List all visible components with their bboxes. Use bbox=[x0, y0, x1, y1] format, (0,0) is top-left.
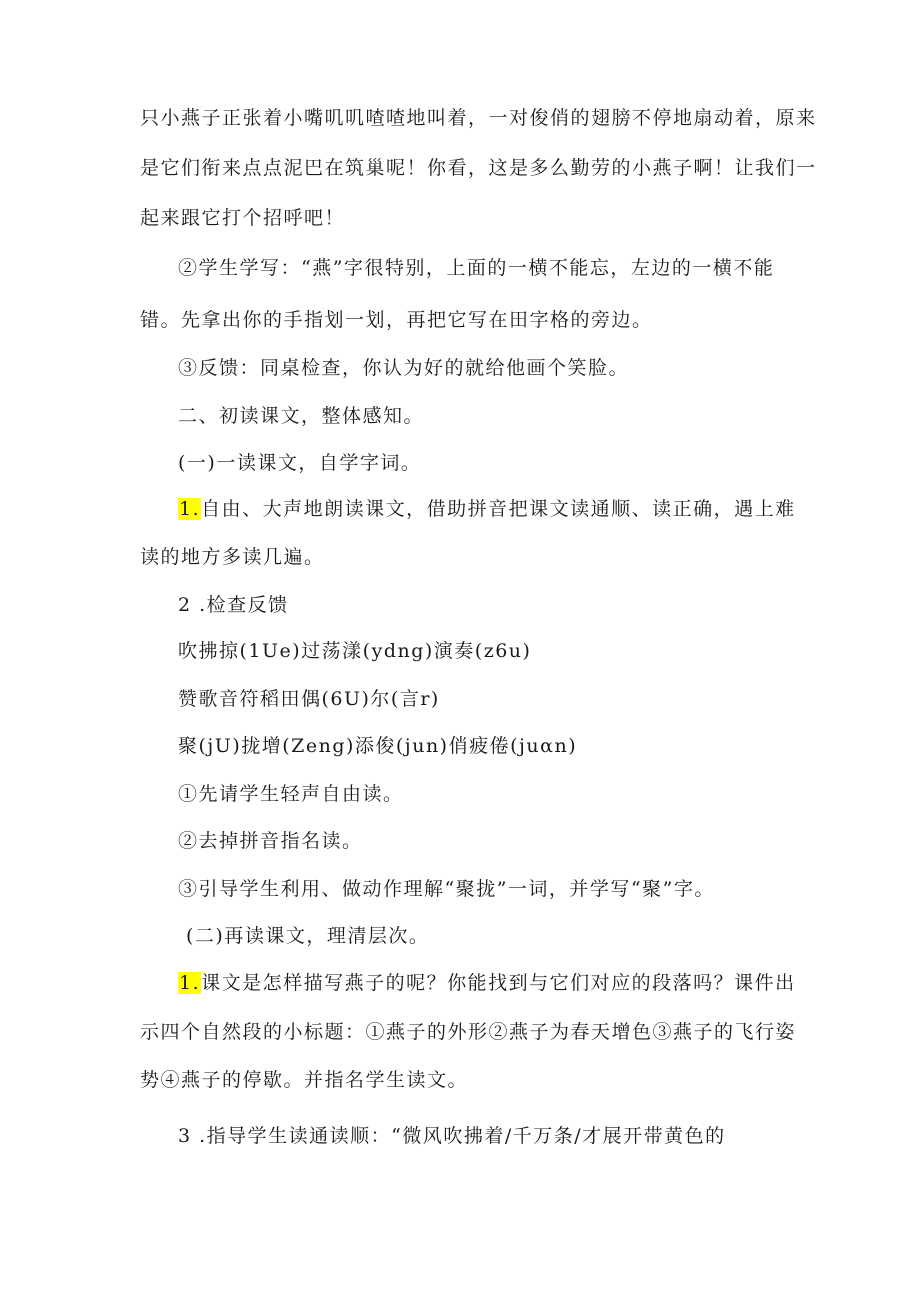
paragraph-line: ②去掉拼音指名读。 bbox=[178, 830, 363, 852]
item-text: 课文是怎样描写燕子的呢？你能找到与它们对应的段落吗？课件出 bbox=[201, 972, 796, 994]
paragraph-line: ①先请学生轻声自由读。 bbox=[178, 783, 404, 805]
numbered-item: 2 .检查反馈 bbox=[178, 594, 289, 616]
item-text: 自由、大声地朗读课文，借助拼音把课文读通顺、读正确，遇上难 bbox=[201, 498, 796, 520]
vocabulary-line: 聚(jU)拢增(Zeng)添俊(jun)俏疲倦(juαn) bbox=[178, 735, 578, 757]
paragraph-line: ③引导学生利用、做动作理解“聚拢”一词，并学写“聚”字。 bbox=[178, 878, 715, 900]
numbered-item bbox=[178, 497, 796, 521]
paragraph-line: 起来跟它打个招呼吧！ bbox=[140, 207, 346, 229]
paragraph-line: ②学生学写：“燕”字很特别，上面的一横不能忘，左边的一横不能 bbox=[178, 257, 775, 279]
vocabulary-line: 赞歌音符稻田偶(6U)尔(言r) bbox=[178, 688, 440, 710]
subsection-heading: (一)一读课文，自学字词。 bbox=[178, 452, 422, 474]
highlighted-number: 1. bbox=[179, 498, 201, 520]
paragraph-line: 读的地方多读几遍。 bbox=[140, 546, 325, 568]
paragraph-line: 只小燕子正张着小嘴叽叽喳喳地叫着，一对俊俏的翅膀不停地扇动着，原来 bbox=[140, 107, 817, 129]
numbered-item bbox=[178, 971, 796, 995]
numbered-item: 3 .指导学生读通读顺：“微风吹拂着/千万条/才展开带黄色的 bbox=[178, 1125, 726, 1147]
highlighted-number: 1. bbox=[179, 972, 201, 994]
paragraph-line: 势④燕子的停歇。并指名学生读文。 bbox=[140, 1069, 469, 1091]
subsection-heading: (二)再读课文，理清层次。 bbox=[186, 925, 430, 947]
paragraph-line: 示四个自然段的小标题：①燕子的外形②燕子为春天增色③燕子的飞行姿 bbox=[140, 1021, 797, 1043]
section-heading: 二、初读课文，整体感知。 bbox=[178, 405, 425, 427]
paragraph-line: ③反馈：同桌检查，你认为好的就给他画个笑脸。 bbox=[178, 357, 630, 379]
vocabulary-line: 吹拂掠(1Ue)过荡漾(ydng)演奏(z6u) bbox=[178, 640, 532, 662]
paragraph-line: 错。先拿出你的手指划一划，再把它写在田字格的旁边。 bbox=[140, 309, 653, 331]
paragraph-line: 是它们衔来点点泥巴在筑巢呢！你看，这是多么勤劳的小燕子啊！让我们一 bbox=[140, 157, 817, 179]
